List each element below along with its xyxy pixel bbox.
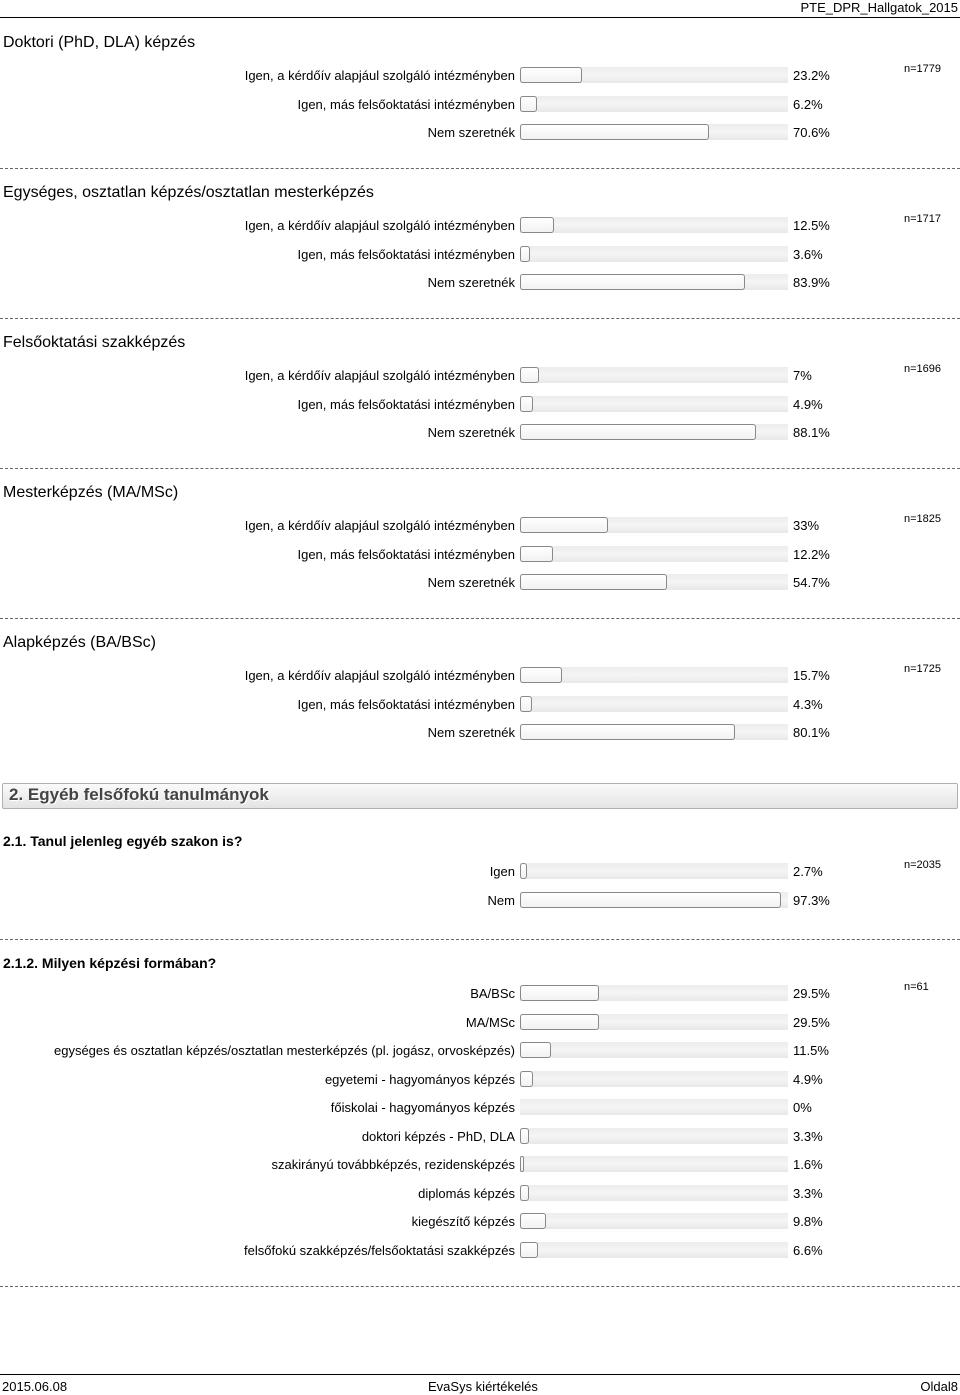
bar-track	[520, 574, 788, 590]
response-label: főiskolai - hagyományos képzés	[330, 1100, 515, 1115]
bar-track	[520, 1156, 788, 1172]
percent-value: 33%	[793, 518, 820, 533]
percent-value: 3.6%	[793, 246, 823, 262]
percent-value: 7%	[793, 368, 812, 383]
response-label: Igen, más felsőoktatási intézményben	[297, 96, 515, 112]
percent-value: 6.2%	[793, 96, 823, 112]
bar-fill	[520, 96, 537, 112]
percent-value: 4.3%	[793, 696, 823, 712]
bar-fill	[520, 1156, 524, 1172]
response-row	[0, 1241, 960, 1261]
bar-fill	[520, 67, 582, 83]
bar-fill	[520, 667, 562, 683]
bar-fill	[520, 1213, 546, 1229]
percent-value: 29.5%	[793, 986, 830, 1001]
bar-fill	[520, 517, 608, 533]
response-label: Nem szeretnék	[427, 575, 515, 590]
blocks-title: Alapképzés (BA/BSc)	[3, 634, 156, 651]
sample-size-label: n=1696	[904, 363, 942, 375]
response-row	[0, 1155, 960, 1175]
bar-fill	[520, 396, 533, 412]
response-row	[0, 723, 960, 743]
bar-fill	[520, 246, 530, 262]
questions-title: 2.1. Tanul jelenleg egyéb szakon is?	[3, 833, 243, 849]
bar-track	[520, 217, 788, 233]
blocks-title: Egységes, osztatlan képzés/osztatlan mesterképzés	[3, 184, 374, 201]
bar-fill	[520, 574, 667, 590]
footer-page: Oldal8	[920, 1379, 958, 1394]
bar-fill	[520, 724, 735, 740]
report-title: PTE_DPR_Hallgatok_2015	[800, 0, 958, 15]
response-row	[0, 1013, 960, 1033]
response-label: szakirányú továbbképzés, rezidensképzés	[271, 1157, 515, 1172]
bar-fill	[520, 546, 553, 562]
bar-fill	[520, 1128, 529, 1144]
bar-track	[520, 274, 788, 290]
bar-track	[520, 424, 788, 440]
bar-track	[520, 892, 788, 908]
percent-value: 12.2%	[793, 546, 830, 562]
bar-fill	[520, 367, 539, 383]
response-label: Igen, a kérdőív alapjául szolgáló intézményben	[244, 518, 515, 533]
response-label: Igen	[489, 864, 515, 879]
response-label: Igen, más felsőoktatási intézményben	[297, 696, 515, 712]
response-label: Igen, más felsőoktatási intézményben	[297, 246, 515, 262]
bar-track	[520, 124, 788, 140]
percent-value: 15.7%	[793, 668, 830, 683]
response-label: BA/BSc	[470, 986, 515, 1001]
response-row	[0, 1070, 960, 1090]
response-label: Nem szeretnék	[427, 725, 515, 740]
bar-track	[520, 1099, 788, 1115]
response-label: felsőfokú szakképzés/felsőoktatási szakképzés	[244, 1242, 515, 1258]
bar-track	[520, 667, 788, 683]
response-label: Nem szeretnék	[427, 275, 515, 290]
response-row	[0, 123, 960, 143]
response-label: Igen, a kérdőív alapjául szolgáló intézményben	[244, 668, 515, 683]
percent-value: 9.8%	[793, 1214, 823, 1229]
bar-track	[520, 396, 788, 412]
response-row	[0, 666, 960, 686]
percent-value: 80.1%	[793, 725, 830, 740]
response-label: MA/MSc	[465, 1014, 515, 1030]
bar-fill	[520, 1185, 529, 1201]
response-row	[0, 66, 960, 86]
bar-track	[520, 67, 788, 83]
response-row	[0, 695, 960, 715]
section-title: 2. Egyéb felsőfokú tanulmányok	[9, 785, 269, 804]
sample-size-label: n=1825	[904, 513, 942, 525]
response-row	[0, 891, 960, 911]
bar-track	[520, 517, 788, 533]
response-label: kiegészítő képzés	[411, 1214, 515, 1229]
bar-fill	[520, 1014, 599, 1030]
sample-size-label: n=1725	[904, 663, 942, 675]
footer-center: EvaSys kiértékelés	[428, 1379, 538, 1394]
percent-value: 29.5%	[793, 1014, 830, 1030]
percent-value: 4.9%	[793, 396, 823, 412]
bar-track	[520, 1128, 788, 1144]
percent-value: 54.7%	[793, 575, 830, 590]
percent-value: 0%	[793, 1100, 812, 1115]
section-header	[2, 783, 958, 809]
response-row	[0, 516, 960, 536]
response-row	[0, 1041, 960, 1061]
bar-track	[520, 985, 788, 1001]
dashed-divider	[0, 318, 960, 319]
bar-fill	[520, 1042, 551, 1058]
response-row	[0, 545, 960, 565]
response-row	[0, 862, 960, 882]
percent-value: 23.2%	[793, 68, 830, 83]
bar-track	[520, 367, 788, 383]
bar-track	[520, 1014, 788, 1030]
blocks-title: Doktori (PhD, DLA) képzés	[3, 34, 196, 51]
bar-track	[520, 1213, 788, 1229]
dashed-divider	[0, 618, 960, 619]
response-label: Igen, a kérdőív alapjául szolgáló intézményben	[244, 68, 515, 83]
sample-size-label: n=61	[904, 981, 929, 993]
dashed-divider	[0, 939, 960, 940]
percent-value: 3.3%	[793, 1185, 823, 1201]
response-label: Nem szeretnék	[427, 125, 515, 140]
response-row	[0, 1212, 960, 1232]
response-label: Igen, más felsőoktatási intézményben	[297, 546, 515, 562]
response-row	[0, 1127, 960, 1147]
response-label: Igen, más felsőoktatási intézményben	[297, 396, 515, 412]
response-row	[0, 395, 960, 415]
response-row	[0, 1098, 960, 1118]
response-row	[0, 245, 960, 265]
bar-track	[520, 1242, 788, 1258]
sample-size-label: n=1717	[904, 213, 942, 225]
percent-value: 12.5%	[793, 218, 830, 233]
blocks-title: Mesterképzés (MA/MSc)	[3, 484, 179, 501]
blocks-title: Felsőoktatási szakképzés	[3, 334, 186, 351]
bar-fill	[520, 217, 554, 233]
bar-fill	[520, 124, 709, 140]
dashed-divider	[0, 468, 960, 469]
percent-value: 97.3%	[793, 892, 830, 908]
bar-fill	[520, 274, 745, 290]
response-row	[0, 573, 960, 593]
bar-track	[520, 724, 788, 740]
bar-track	[520, 696, 788, 712]
questions-title: 2.1.2. Milyen képzési formában?	[3, 955, 217, 971]
response-label: Igen, a kérdőív alapjául szolgáló intézményben	[244, 368, 515, 383]
percent-value: 6.6%	[793, 1242, 823, 1258]
response-label: Igen, a kérdőív alapjául szolgáló intézményben	[244, 218, 515, 233]
response-label: Nem	[487, 892, 515, 908]
dashed-divider	[0, 168, 960, 169]
response-row	[0, 366, 960, 386]
response-row	[0, 1184, 960, 1204]
response-row	[0, 423, 960, 443]
bar-track	[520, 1185, 788, 1201]
bar-fill	[520, 1071, 533, 1087]
percent-value: 88.1%	[793, 425, 830, 440]
bar-track	[520, 246, 788, 262]
response-label: Nem szeretnék	[427, 425, 515, 440]
response-label: doktori képzés - PhD, DLA	[361, 1128, 515, 1144]
bar-fill	[520, 424, 756, 440]
bar-track	[520, 96, 788, 112]
response-row	[0, 273, 960, 293]
bar-fill	[520, 696, 532, 712]
sample-size-label: n=2035	[904, 859, 942, 871]
bar-track	[520, 546, 788, 562]
response-row	[0, 984, 960, 1004]
bar-fill	[520, 863, 527, 879]
response-row	[0, 95, 960, 115]
footer-date: 2015.06.08	[2, 1379, 68, 1394]
bar-track	[520, 1071, 788, 1087]
percent-value: 83.9%	[793, 275, 830, 290]
percent-value: 3.3%	[793, 1128, 823, 1144]
bar-fill	[520, 1242, 538, 1258]
bar-fill	[520, 985, 599, 1001]
header-divider	[0, 17, 960, 18]
bar-track	[520, 863, 788, 879]
response-label: egyetemi - hagyományos képzés	[324, 1071, 515, 1087]
percent-value: 1.6%	[793, 1157, 823, 1172]
bar-track	[520, 1042, 788, 1058]
percent-value: 11.5%	[793, 1043, 829, 1058]
response-label: egységes és osztatlan képzés/osztatlan mesterképzés (pl. jogász, orvosképzés)	[53, 1043, 515, 1058]
response-label: diplomás képzés	[418, 1185, 515, 1201]
sample-size-label: n=1779	[904, 63, 942, 75]
bar-fill	[520, 892, 781, 908]
percent-value: 2.7%	[793, 864, 823, 879]
percent-value: 70.6%	[793, 125, 830, 140]
footer-divider	[0, 1374, 960, 1375]
response-row	[0, 216, 960, 236]
dashed-divider	[0, 1286, 960, 1287]
percent-value: 4.9%	[793, 1071, 823, 1087]
